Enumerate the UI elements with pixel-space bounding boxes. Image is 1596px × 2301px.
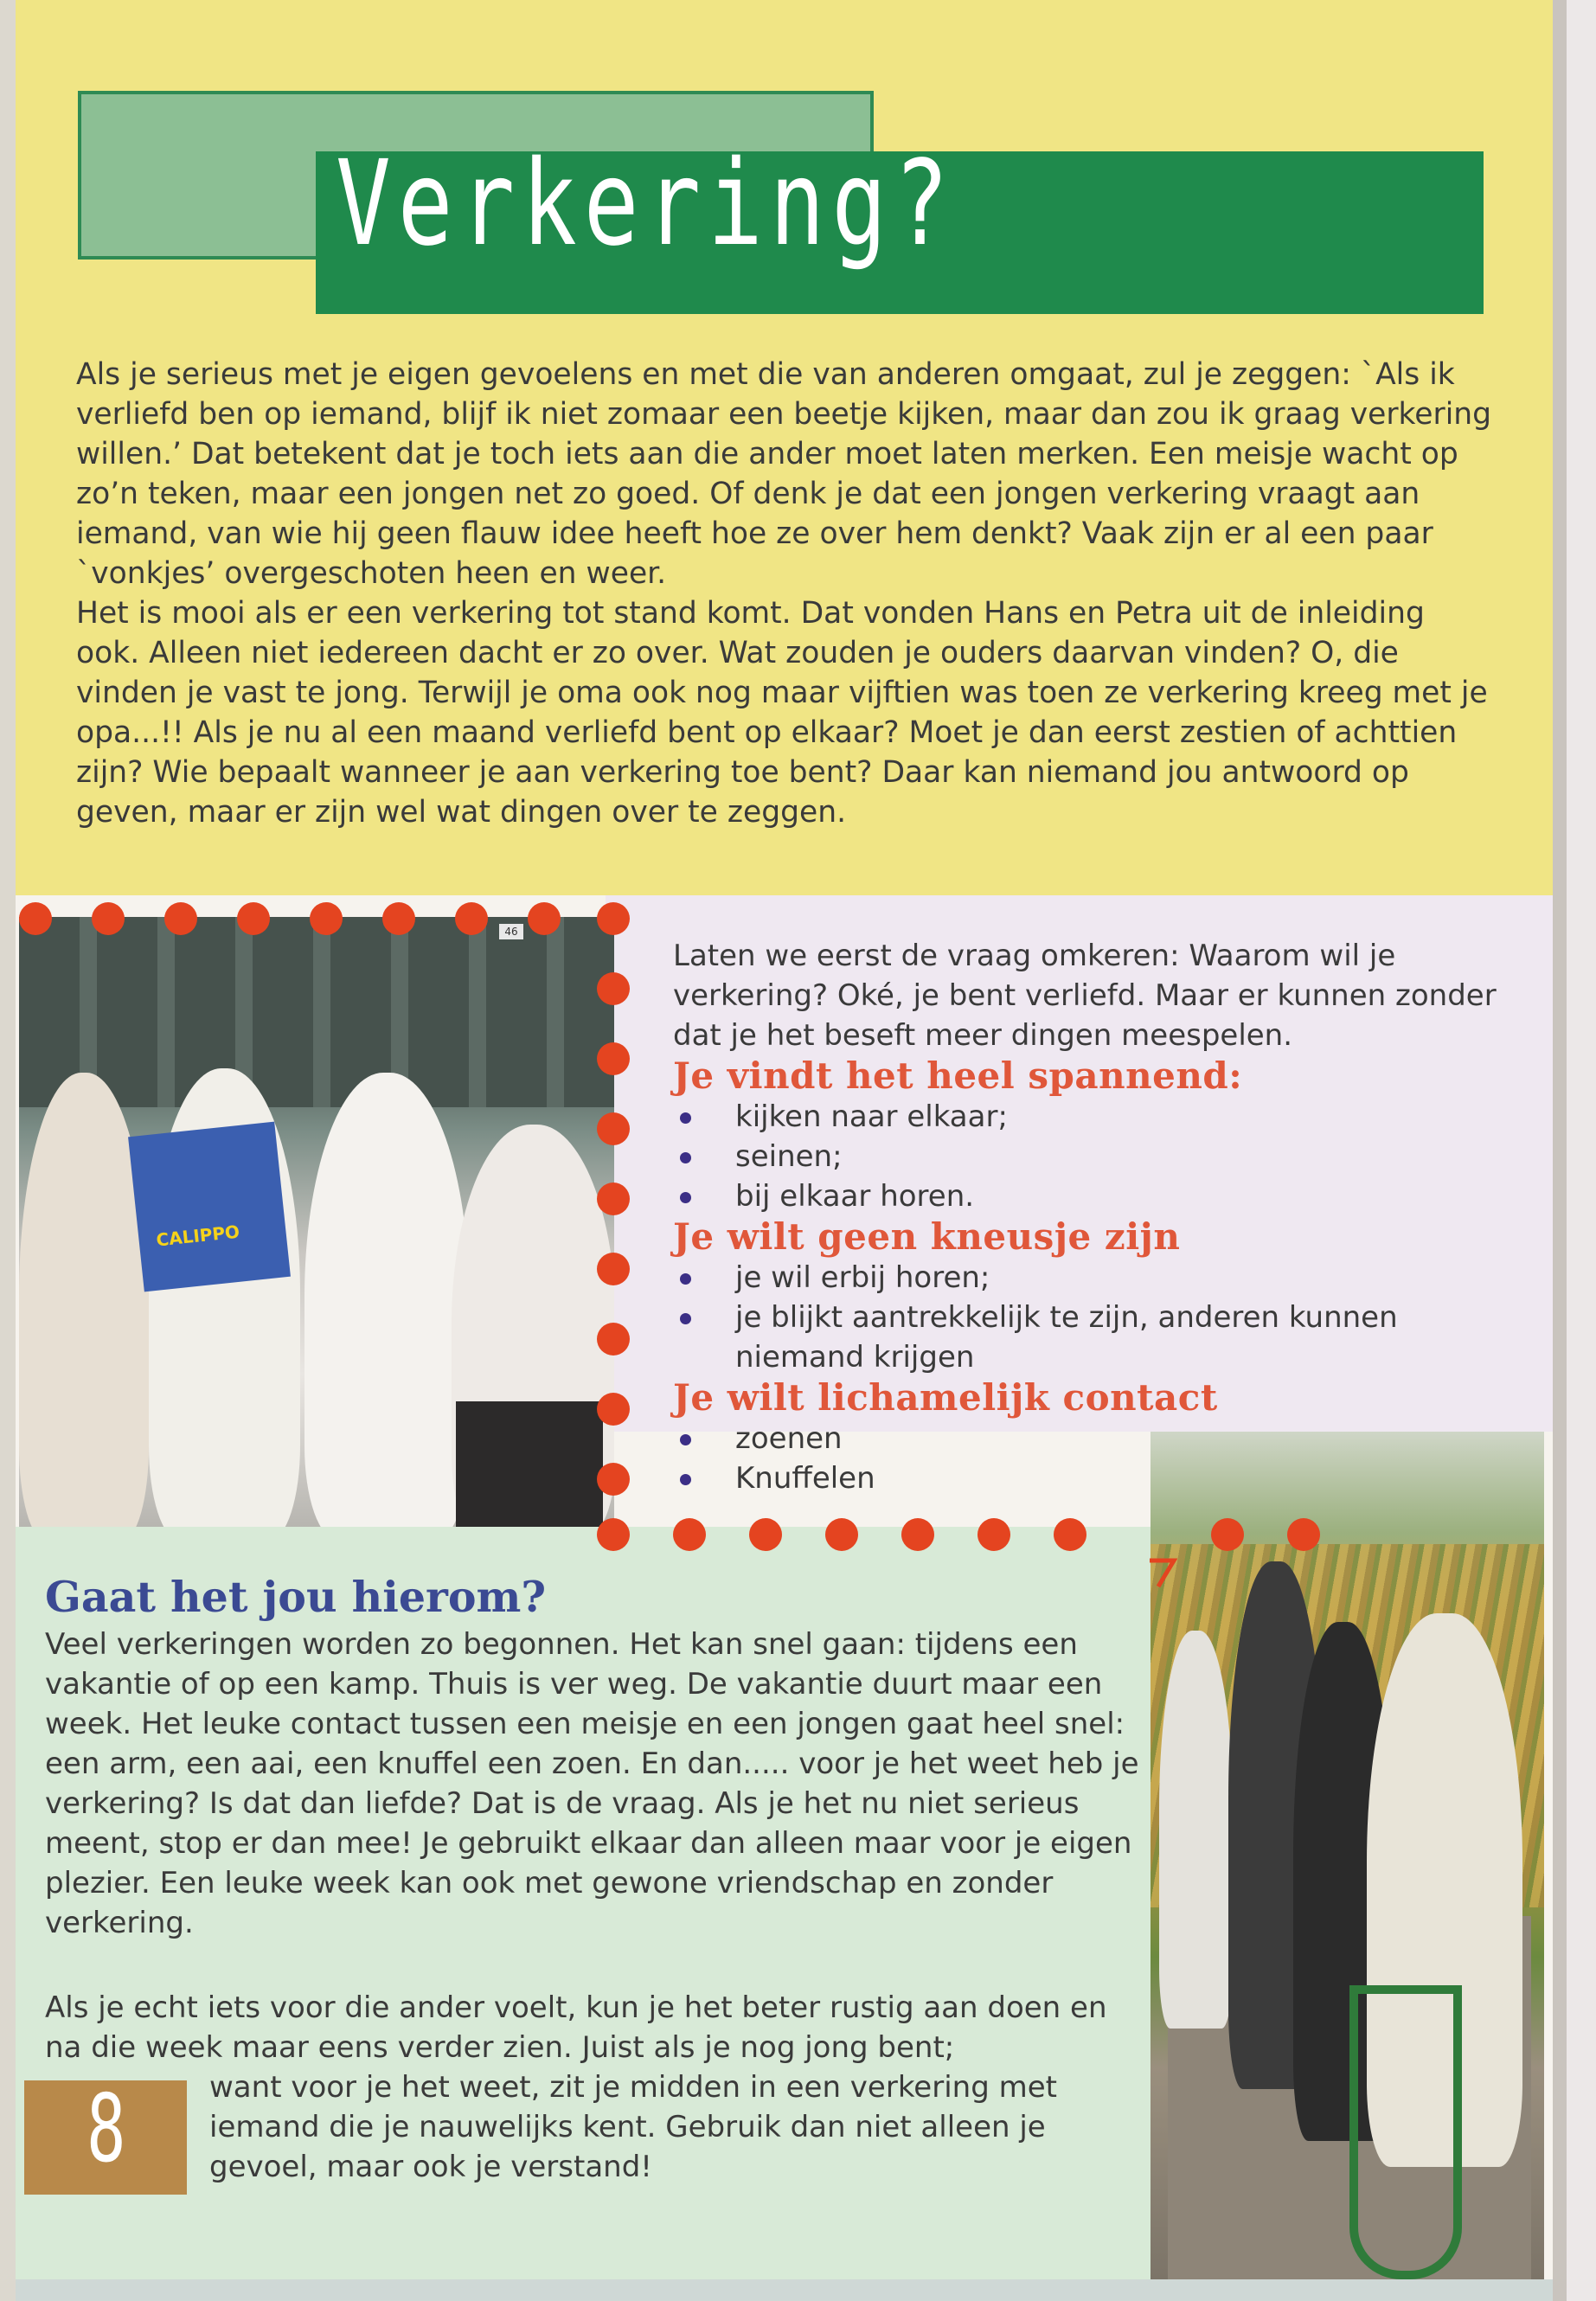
gaat-paragraph-2 [45,1988,1151,2187]
reasons-section [673,936,1525,1498]
gaat-paragraph-2-end: want voor je het weet, zit je midden in een verkering met iemand die je nauwelijks kent. Gebruik dan niet alleen je gevoel, maar ook je verstand! [209,2070,1057,2184]
page-title: Verkering? [336,136,956,272]
gaat-heading: Gaat het jou hierom? [45,1572,547,1622]
bottom-border [16,2279,1553,2301]
page-number: 8 [87,2075,126,2183]
list-item: Knuffelen [673,1458,1525,1498]
reasons-lead: Laten we eerst de vraag omkeren: Waarom wil je verkering? Oké, je bent verliefd. Maar er kunnen zonder dat je het beseft meer dingen meespelen. [673,939,1497,1053]
list-item: je blijkt aantrekkelijk te zijn, anderen kunnen niemand krijgen [673,1298,1525,1377]
reason-heading-3: Je wilt lichamelijk contact [673,1376,1218,1419]
reason-heading-1: Je vindt het heel spannend: [673,1054,1243,1097]
gaat-text-2 [45,1988,1151,2187]
list-item: seinen; [673,1137,1525,1176]
list-item: je wil erbij horen; [673,1258,1525,1298]
reason-list-1 [673,1097,1525,1216]
next-page-edge [1553,0,1596,2301]
scooter [1349,1985,1462,2279]
list-item: bij elkaar horen. [673,1176,1525,1216]
gaat-text [45,1625,1151,1943]
binding-shadow [0,0,16,2301]
intro-paragraph-2: Het is mooi als er een verkering tot stand komt. Dat vonden Hans en Petra uit de inleiding ook. Alleen niet iedereen dacht er zo over. Wat zouden je ouders daarvan vinden? O, die vinden je vast te jong. Terwijl je oma ook nog maar vijftien was toen ze verkering kreeg met je opa...!! Als je nu al een maand verliefd bent op elkaar? Moet je dan eerst zestien of achttien zijn? Wie bepaalt wanneer je aan verkering toe bent? Daar kan niemand jou antwoord op geven, maar er zijn wel wat dingen over te zeggen. [76,596,1488,830]
intro-text [76,355,1495,832]
reason-list-2 [673,1258,1525,1377]
house-number-sign: 46 [499,924,523,939]
photo-boys-with-scooters [1151,1432,1544,2279]
list-item: kijken naar elkaar; [673,1097,1525,1137]
gaat-paragraph-1: Veel verkeringen worden zo begonnen. Het kan snel gaan: tijdens een vakantie of op een kamp. Thuis is ver weg. De vakantie duurt maar een week. Het leuke contact tussen een meisje en een jongen gaat heel snel: een arm, een aai, een knuffel een zoen. En dan..... voor je het weet heb je verkering? Is dat dan liefde? Dat is de vraag. Als je het nu niet serieus meent, stop er dan mee! Je gebruikt elkaar dan alleen maar voor je eigen plezier. Een leuke week kan ook met gewone vriendschap en zonder verkering. [45,1627,1139,1940]
reason-list-3 [673,1419,1525,1498]
photo-girls-with-ice-creams [19,917,614,1527]
reason-heading-2: Je wilt geen kneusje zijn [673,1215,1181,1258]
red-tick-mark [1146,1557,1177,1588]
list-item: zoenen [673,1419,1525,1458]
intro-paragraph-1: Als je serieus met je eigen gevoelens en met die van anderen omgaat, zul je zeggen: `Als ik verliefd ben op iemand, blijf ik niet zomaar een beetje kijken, maar dan zou ik graag verkering willen.’ Dat betekent dat je toch iets aan die ander moet laten merken. Een meisje wacht op zo’n teken, maar een jongen net zo goed. Of denk je dat een jongen verkering vraagt aan iemand, van wie hij geen flauw idee heeft hoe ze over hem denkt? Vaak zijn er al een paar `vonkjes’ overgeschoten heen en weer. [76,357,1492,591]
ice-cream-box: CALIPPO [128,1122,291,1292]
gaat-paragraph-2-start: Als je echt iets voor die ander voelt, kun je het beter rustig aan doen en na die week maar eens verder zien. Juist als je nog jong bent; [45,1990,1107,2065]
